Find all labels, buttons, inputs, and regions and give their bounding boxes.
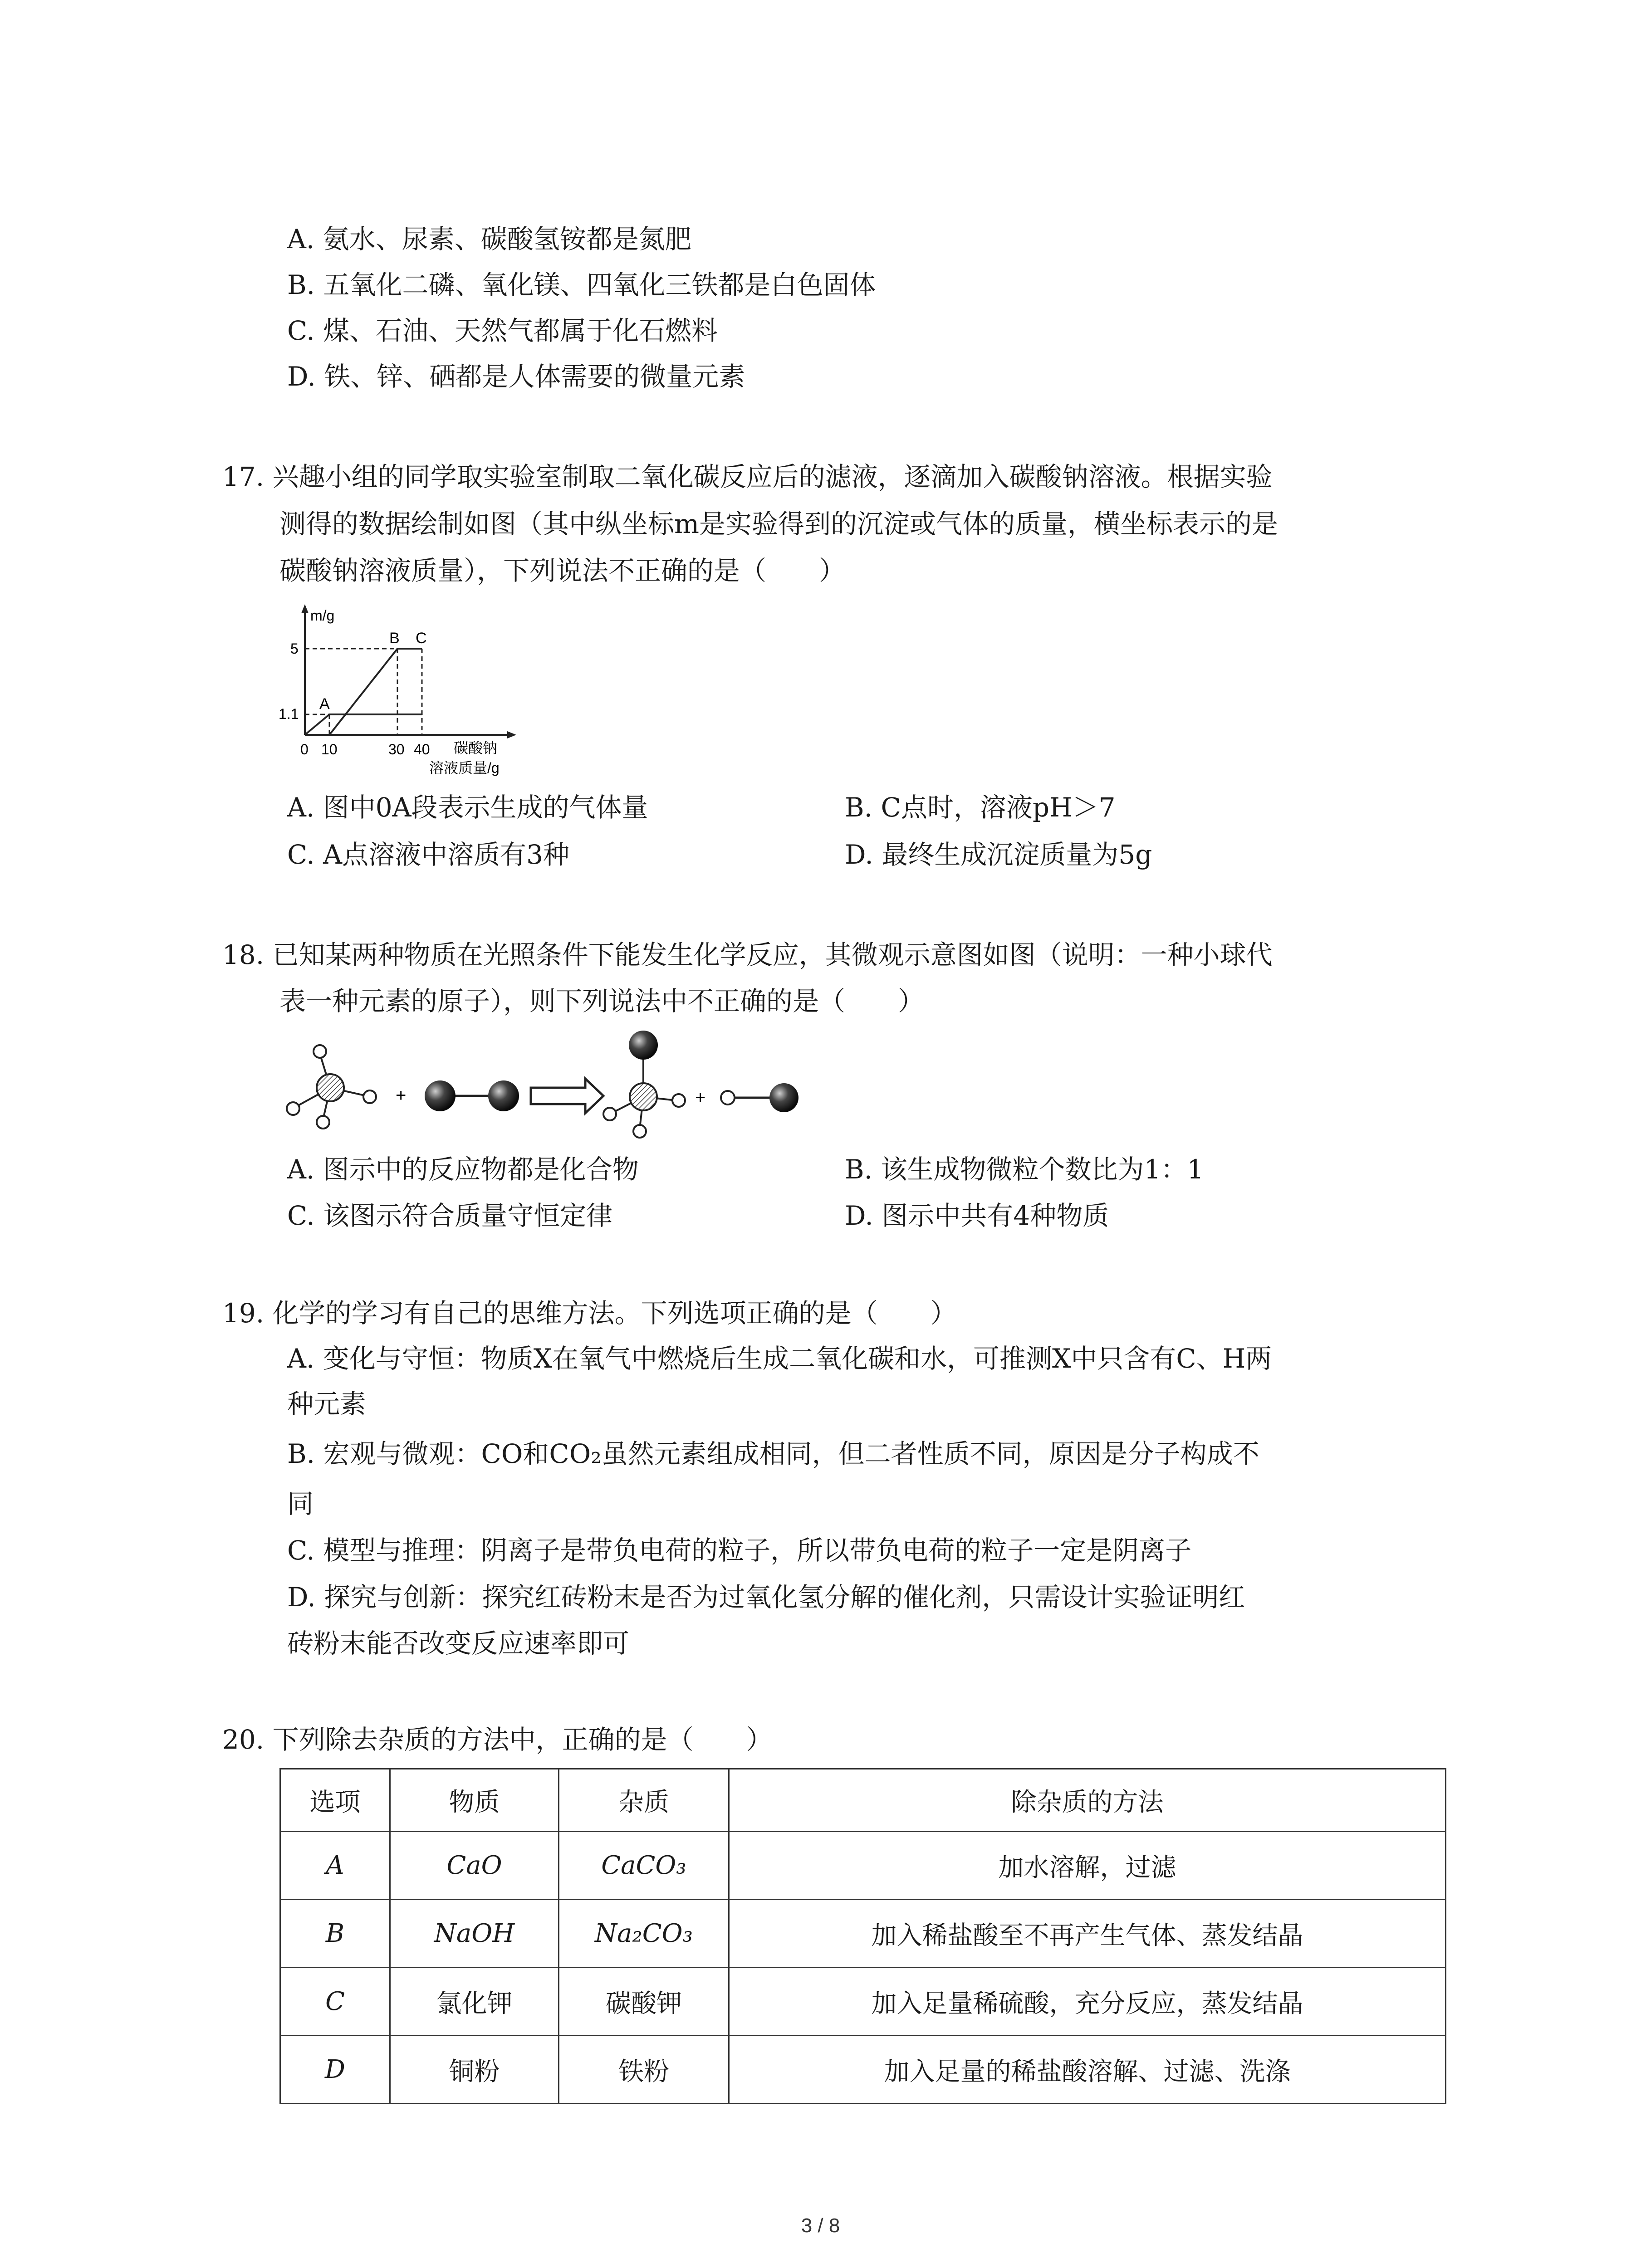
q16-option-a: A. 氨水、尿素、碳酸氢铵都是氮肥 (287, 224, 691, 254)
chart-ytick-5: 5 (290, 640, 299, 657)
chart-xtick-10: 10 (321, 741, 338, 758)
table-header-row (280, 1769, 1446, 1832)
q19-stem: 19. 化学的学习有自己的思维方法。下列选项正确的是（ ） (222, 1298, 957, 1329)
product-molecule-1 (603, 1031, 685, 1138)
table-cell-impurity: 铁粉 (559, 2036, 729, 2104)
table-cell-impurity: CaCO₃ (559, 1832, 729, 1900)
q19-option-c: C. 模型与推理：阴离子是带负电荷的粒子，所以带负电荷的粒子一定是阴离子 (287, 1535, 1192, 1566)
q18-stem-line-1: 18. 已知某两种物质在光照条件下能发生化学反应，其微观示意图如图（说明：一种小球代 (222, 939, 1273, 970)
reactant-molecule-1 (287, 1045, 376, 1129)
q18-stem-line-2: 表一种元素的原子），则下列说法中不正确的是（ ） (279, 986, 925, 1017)
q19-option-d-line-1: D. 探究与创新：探究红砖粉末是否为过氧化氢分解的催化剂，只需设计实验证明红 (287, 1582, 1245, 1613)
chart-series-gas (305, 714, 422, 735)
q19-option-b-line-1: B. 宏观与微观：CO和CO₂虽然元素组成相同，但二者性质不同，原因是分子构成不 (287, 1438, 1259, 1469)
chart-xlabel-line-2: 溶液质量/g (429, 760, 500, 776)
page-number: 3 / 8 (801, 2214, 840, 2237)
header-option: 选项 (280, 1769, 390, 1832)
product-molecule-2 (721, 1083, 798, 1112)
q18-plus-sign-1: + (396, 1085, 407, 1105)
table-cell-impurity: Na₂CO₃ (559, 1900, 729, 1968)
table-row (280, 1900, 1446, 1968)
header-method: 除杂质的方法 (729, 1769, 1446, 1832)
table-cell-method: 加水溶解，过滤 (729, 1832, 1446, 1900)
table-row (280, 1968, 1446, 2036)
q18-option-b: B. 该生成物微粒个数比为1：1 (845, 1154, 1204, 1185)
table-cell-option: B (280, 1900, 390, 1968)
table-cell-method: 加入稀盐酸至不再产生气体、蒸发结晶 (729, 1900, 1446, 1968)
q17-chart (272, 599, 526, 780)
q17-option-a: A. 图中0A段表示生成的气体量 (287, 792, 648, 823)
chart-xtick-30: 30 (388, 741, 405, 758)
table-cell-option: C (280, 1968, 390, 2036)
q17-stem-line-3: 碳酸钠溶液质量），下列说法不正确的是（ ） (279, 555, 846, 586)
header-impurity: 杂质 (559, 1769, 729, 1832)
q18-option-d: D. 图示中共有4种物质 (845, 1200, 1109, 1231)
q19-option-a-line-2: 种元素 (287, 1388, 367, 1419)
q19-option-d-line-2: 砖粉末能否改变反应速率即可 (287, 1628, 630, 1659)
q17-option-c: C. A点溶液中溶质有3种 (287, 839, 569, 870)
table-cell-substance: 铜粉 (390, 2036, 559, 2104)
table-cell-substance: 氯化钾 (390, 1968, 559, 2036)
reaction-arrow-icon (531, 1079, 603, 1113)
table-cell-impurity: 碳酸钾 (559, 1968, 729, 2036)
q17-stem-line-2: 测得的数据绘制如图（其中纵坐标m是实验得到的沉淀或气体的质量，横坐标表示的是 (279, 508, 1279, 539)
q17-option-d: D. 最终生成沉淀质量为5g (845, 839, 1152, 870)
chart-xtick-0: 0 (300, 741, 309, 758)
q20-stem: 20. 下列除去杂质的方法中，正确的是（ ） (222, 1724, 773, 1755)
reactant-molecule-2 (425, 1080, 519, 1111)
chart-ytick-11: 1.1 (279, 706, 299, 722)
chart-series-precipitate (329, 649, 422, 735)
q16-option-c: C. 煤、石油、天然气都属于化石燃料 (287, 315, 718, 346)
chart-point-a-label: A (319, 695, 330, 713)
table-row (280, 1832, 1446, 1900)
table-cell-method: 加入足量的稀盐酸溶解、过滤、洗涤 (729, 2036, 1446, 2104)
chart-point-c-label: C (416, 630, 427, 647)
table-row (280, 2036, 1446, 2104)
q16-option-b: B. 五氧化二磷、氧化镁、四氧化三铁都是白色固体 (287, 269, 876, 300)
chart-y-arrow-icon (301, 604, 309, 613)
table-cell-substance: CaO (390, 1832, 559, 1900)
chart-xtick-40: 40 (414, 741, 430, 758)
q19-option-a-line-1: A. 变化与守恒：物质X在氧气中燃烧后生成二氧化碳和水，可推测X中只含有C、H两 (287, 1343, 1272, 1374)
table-cell-option: A (280, 1832, 390, 1900)
chart-xlabel-line-1: 碳酸钠 (454, 740, 498, 756)
table-cell-substance: NaOH (390, 1900, 559, 1968)
header-substance: 物质 (390, 1769, 559, 1832)
q17-stem-line-1: 17. 兴趣小组的同学取实验室制取二氧化碳反应后的滤液，逐滴加入碳酸钠溶液。根据实验 (222, 461, 1273, 492)
chart-point-b-label: B (389, 630, 400, 647)
q18-option-a: A. 图示中的反应物都是化合物 (287, 1154, 639, 1185)
q20-table (279, 1768, 1446, 2104)
q18-molecule-diagram (277, 1029, 803, 1147)
chart-ylabel: m/g (310, 607, 335, 624)
table-cell-option: D (280, 2036, 390, 2104)
chart-x-arrow-icon (507, 731, 516, 738)
q18-plus-sign-2: + (695, 1088, 706, 1108)
q17-option-b: B. C点时，溶液pH＞7 (845, 792, 1116, 823)
q19-option-b-line-2: 同 (287, 1488, 314, 1519)
q16-option-d: D. 铁、锌、硒都是人体需要的微量元素 (287, 361, 745, 392)
table-cell-method: 加入足量稀硫酸，充分反应，蒸发结晶 (729, 1968, 1446, 2036)
q18-option-c: C. 该图示符合质量守恒定律 (287, 1200, 613, 1231)
